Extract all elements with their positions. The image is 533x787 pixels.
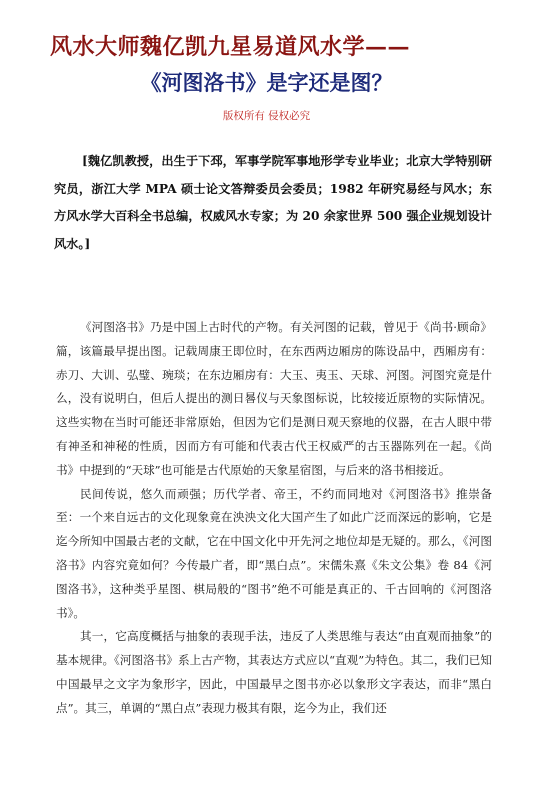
- page-title: 风水大师魏亿凯九星易道风水学——: [50, 34, 411, 60]
- author-bio: [魏亿凯教授，出生于下邳，军事学院军事地形学专业毕业；北京大学特别研究员，浙江大学 MPA 硕士论文答辩委员会委员；1982 年研究易经与风水；东方风水学大百科全书总编，权威风水专家；为 20 余家世界 500 强企业规划设计风水。]: [54, 154, 492, 251]
- article-body: [56, 316, 492, 721]
- copyright-notice: 版权所有 侵权必究: [222, 110, 311, 122]
- paragraph-3: 其一，它高度概括与抽象的表现手法，违反了人类思维与表达“由直观而抽象”的基本规律。《河图洛书》系上古产物，其表达方式应以“直观”为特色。其二，我们已知中国最早之文字为象形字，因此，中国最早之图书亦必以象形文字表达，而非“黑白点”。其三，单调的“黑白点”表现力极其有限，迄今为止，我们还: [56, 629, 492, 715]
- page-subtitle: 《河图洛书》是字还是图？: [140, 70, 393, 95]
- paragraph-2: 民间传说，悠久而顽强；历代学者、帝王，不约而同地对《河图洛书》推崇备至：一个来自远古的文化现象竟在泱泱文化大国产生了如此广泛而深远的影响，它是迄今所知中国最古老的文献，它在中国文化中开先河之地位却是无疑的。那么，《河图洛书》内容究竟如何？今传最广者，即“黑白点”。宋儒朱熹《朱文公集》卷 84《河图洛书》，这种类乎星图、棋局般的“图书”绝不可能是真正的、千古回响的《河图洛书》。: [56, 486, 492, 620]
- paragraph-1: 《河图洛书》乃是中国上古时代的产物。有关河图的记载，曾见于《尚书·顾命》篇，该篇最早提出图。记载周康王即位时，在东西两边厢房的陈设品中，西厢房有：赤刀、大训、弘璧、琬琰；在东边厢房有：大玉、夷玉、天球、河图。河图究竟是什么，没有说明白，但后人提出的测日晷仪与天象图标说，比较接近原物的实际情况。这些实物在当时可能还非常原始，但因为它们是测日观天察地的仪器，在古人眼中带有神圣和神秘的性质，因而方有可能和代表古代王权威严的古玉器陈列在一起。《尚书》中提到的“天球”也可能是古代原始的天象星宿图，与后来的洛书相接近。: [56, 320, 492, 477]
